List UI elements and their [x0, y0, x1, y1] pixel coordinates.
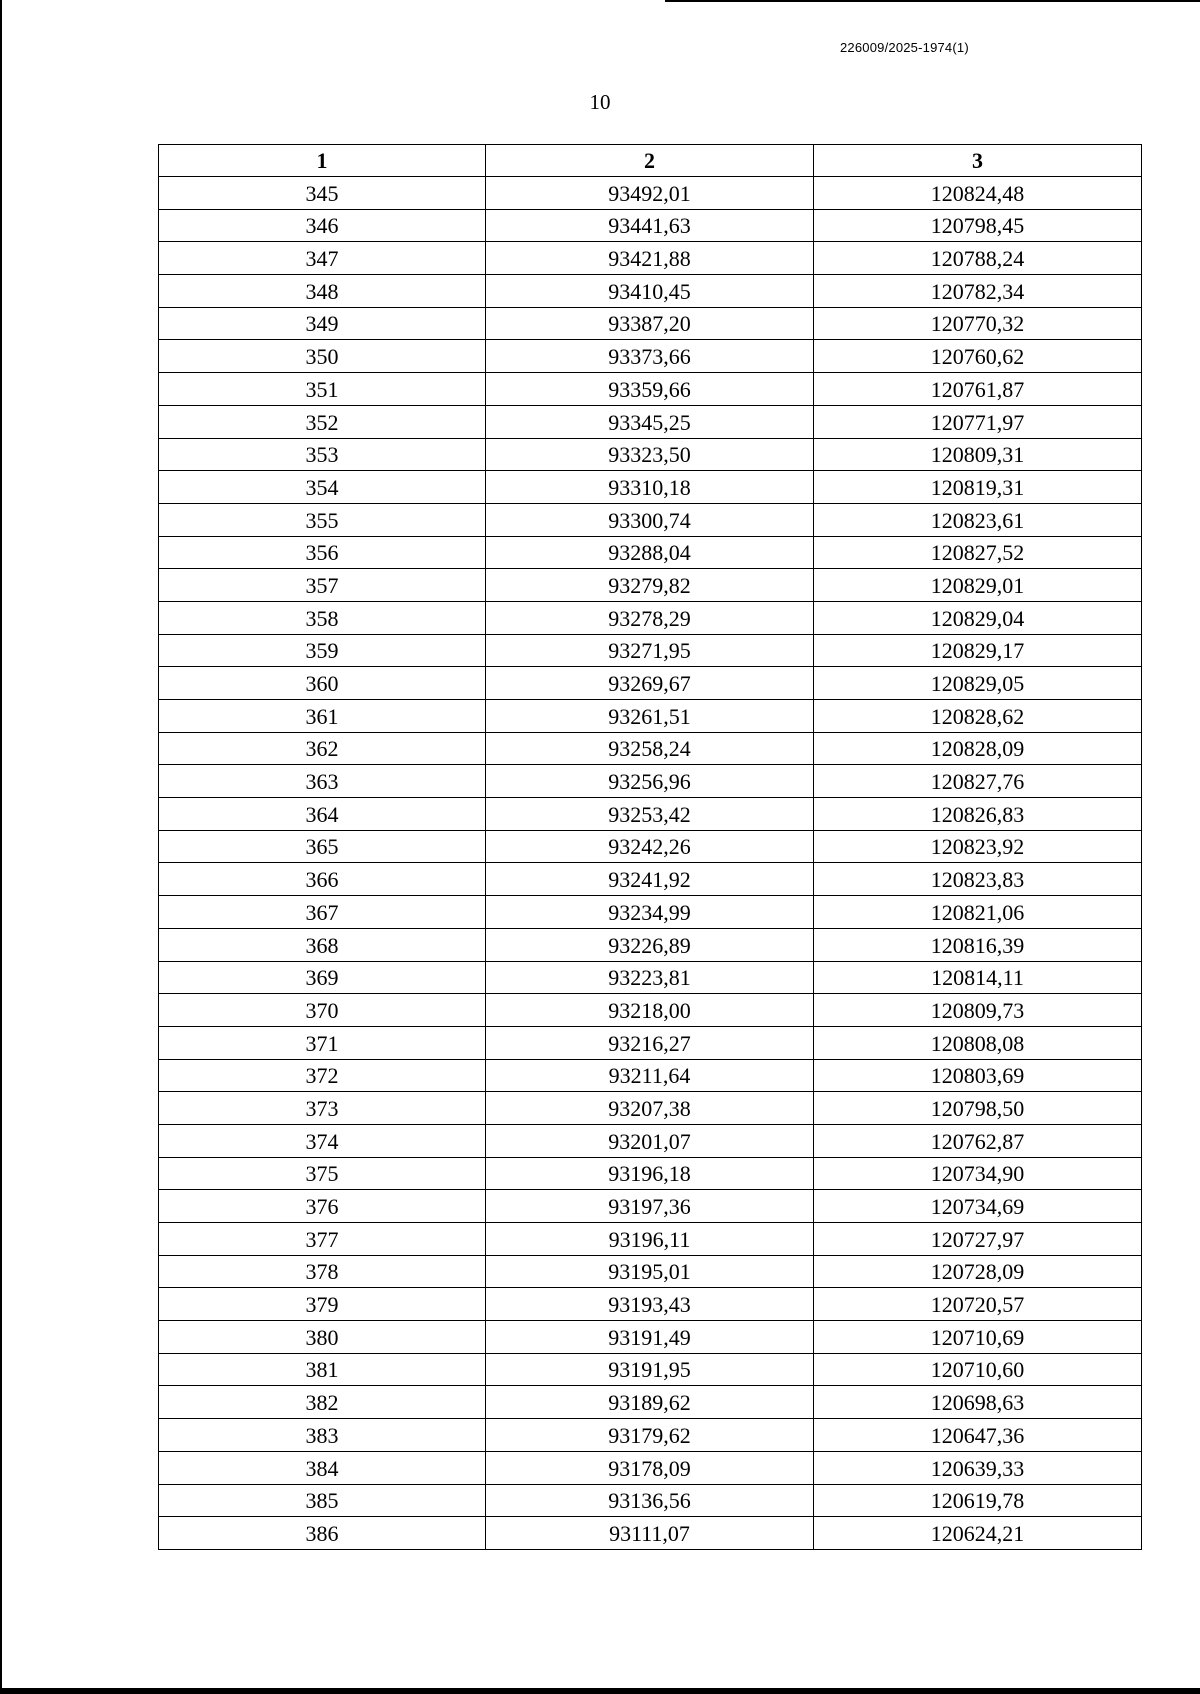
- point-number-cell: 377: [159, 1223, 486, 1256]
- table-row: [159, 536, 1142, 569]
- x-coordinate-cell: 93279,82: [486, 569, 814, 602]
- y-coordinate-cell: 120827,76: [814, 765, 1142, 798]
- x-coordinate-cell: 93136,56: [486, 1484, 814, 1517]
- table-row: [159, 634, 1142, 667]
- x-coordinate-cell: 93211,64: [486, 1059, 814, 1092]
- x-coordinate-cell: 93226,89: [486, 928, 814, 961]
- y-coordinate-cell: 120771,97: [814, 405, 1142, 438]
- x-coordinate-cell: 93218,00: [486, 994, 814, 1027]
- x-coordinate-cell: 93256,96: [486, 765, 814, 798]
- table-row: [159, 1026, 1142, 1059]
- table-row: [159, 1484, 1142, 1517]
- y-coordinate-cell: 120814,11: [814, 961, 1142, 994]
- table-row: [159, 373, 1142, 406]
- table-row: [159, 1255, 1142, 1288]
- x-coordinate-cell: 93323,50: [486, 438, 814, 471]
- y-coordinate-cell: 120823,92: [814, 830, 1142, 863]
- y-coordinate-cell: 120829,01: [814, 569, 1142, 602]
- x-coordinate-cell: 93310,18: [486, 471, 814, 504]
- x-coordinate-cell: 93288,04: [486, 536, 814, 569]
- point-number-cell: 358: [159, 601, 486, 634]
- x-coordinate-cell: 93179,62: [486, 1419, 814, 1452]
- y-coordinate-cell: 120809,73: [814, 994, 1142, 1027]
- document-number: 226009/2025-1974(1): [840, 40, 969, 55]
- coordinates-table: [158, 144, 1142, 1550]
- point-number-cell: 370: [159, 994, 486, 1027]
- x-coordinate-cell: 93111,07: [486, 1517, 814, 1550]
- table-row: [159, 798, 1142, 831]
- x-coordinate-cell: 93269,67: [486, 667, 814, 700]
- point-number-cell: 374: [159, 1124, 486, 1157]
- table-row: [159, 830, 1142, 863]
- y-coordinate-cell: 120619,78: [814, 1484, 1142, 1517]
- table-row: [159, 667, 1142, 700]
- column-header-3: 3: [814, 145, 1142, 177]
- scan-edge-top: [665, 0, 1200, 2]
- point-number-cell: 346: [159, 209, 486, 242]
- y-coordinate-cell: 120824,48: [814, 177, 1142, 210]
- x-coordinate-cell: 93421,88: [486, 242, 814, 275]
- point-number-cell: 361: [159, 700, 486, 733]
- y-coordinate-cell: 120782,34: [814, 275, 1142, 308]
- point-number-cell: 364: [159, 798, 486, 831]
- column-header-2: 2: [486, 145, 814, 177]
- point-number-cell: 381: [159, 1353, 486, 1386]
- x-coordinate-cell: 93261,51: [486, 700, 814, 733]
- x-coordinate-cell: 93223,81: [486, 961, 814, 994]
- x-coordinate-cell: 93193,43: [486, 1288, 814, 1321]
- x-coordinate-cell: 93197,36: [486, 1190, 814, 1223]
- point-number-cell: 359: [159, 634, 486, 667]
- point-number-cell: 356: [159, 536, 486, 569]
- point-number-cell: 345: [159, 177, 486, 210]
- point-number-cell: 379: [159, 1288, 486, 1321]
- point-number-cell: 383: [159, 1419, 486, 1452]
- table-row: [159, 1386, 1142, 1419]
- scan-edge-left: [0, 0, 2, 1694]
- table-row: [159, 177, 1142, 210]
- y-coordinate-cell: 120823,61: [814, 503, 1142, 536]
- x-coordinate-cell: 93207,38: [486, 1092, 814, 1125]
- y-coordinate-cell: 120828,62: [814, 700, 1142, 733]
- point-number-cell: 380: [159, 1321, 486, 1354]
- y-coordinate-cell: 120803,69: [814, 1059, 1142, 1092]
- point-number-cell: 363: [159, 765, 486, 798]
- x-coordinate-cell: 93196,18: [486, 1157, 814, 1190]
- point-number-cell: 348: [159, 275, 486, 308]
- point-number-cell: 355: [159, 503, 486, 536]
- point-number-cell: 373: [159, 1092, 486, 1125]
- x-coordinate-cell: 93195,01: [486, 1255, 814, 1288]
- table-row: [159, 1190, 1142, 1223]
- table-row: [159, 307, 1142, 340]
- table-row: [159, 601, 1142, 634]
- point-number-cell: 367: [159, 896, 486, 929]
- table-row: [159, 961, 1142, 994]
- x-coordinate-cell: 93191,95: [486, 1353, 814, 1386]
- point-number-cell: 375: [159, 1157, 486, 1190]
- point-number-cell: 362: [159, 732, 486, 765]
- table-row: [159, 896, 1142, 929]
- x-coordinate-cell: 93216,27: [486, 1026, 814, 1059]
- y-coordinate-cell: 120728,09: [814, 1255, 1142, 1288]
- table-row: [159, 1092, 1142, 1125]
- y-coordinate-cell: 120829,17: [814, 634, 1142, 667]
- x-coordinate-cell: 93278,29: [486, 601, 814, 634]
- y-coordinate-cell: 120816,39: [814, 928, 1142, 961]
- table-row: [159, 1419, 1142, 1452]
- x-coordinate-cell: 93241,92: [486, 863, 814, 896]
- y-coordinate-cell: 120734,90: [814, 1157, 1142, 1190]
- x-coordinate-cell: 93242,26: [486, 830, 814, 863]
- y-coordinate-cell: 120788,24: [814, 242, 1142, 275]
- table-row: [159, 405, 1142, 438]
- y-coordinate-cell: 120762,87: [814, 1124, 1142, 1157]
- point-number-cell: 368: [159, 928, 486, 961]
- y-coordinate-cell: 120639,33: [814, 1451, 1142, 1484]
- table-row: [159, 732, 1142, 765]
- y-coordinate-cell: 120823,83: [814, 863, 1142, 896]
- point-number-cell: 354: [159, 471, 486, 504]
- x-coordinate-cell: 93258,24: [486, 732, 814, 765]
- x-coordinate-cell: 93178,09: [486, 1451, 814, 1484]
- point-number-cell: 347: [159, 242, 486, 275]
- x-coordinate-cell: 93196,11: [486, 1223, 814, 1256]
- table-row: [159, 503, 1142, 536]
- y-coordinate-cell: 120826,83: [814, 798, 1142, 831]
- table-row: [159, 1288, 1142, 1321]
- y-coordinate-cell: 120808,08: [814, 1026, 1142, 1059]
- table-row: [159, 1059, 1142, 1092]
- y-coordinate-cell: 120720,57: [814, 1288, 1142, 1321]
- x-coordinate-cell: 93345,25: [486, 405, 814, 438]
- y-coordinate-cell: 120829,05: [814, 667, 1142, 700]
- point-number-cell: 372: [159, 1059, 486, 1092]
- table-row: [159, 1353, 1142, 1386]
- scan-edge-bottom: [0, 1688, 1200, 1694]
- point-number-cell: 357: [159, 569, 486, 602]
- point-number-cell: 369: [159, 961, 486, 994]
- x-coordinate-cell: 93410,45: [486, 275, 814, 308]
- table-row: [159, 438, 1142, 471]
- y-coordinate-cell: 120828,09: [814, 732, 1142, 765]
- y-coordinate-cell: 120827,52: [814, 536, 1142, 569]
- table-row: [159, 700, 1142, 733]
- point-number-cell: 350: [159, 340, 486, 373]
- x-coordinate-cell: 93492,01: [486, 177, 814, 210]
- y-coordinate-cell: 120809,31: [814, 438, 1142, 471]
- x-coordinate-cell: 93201,07: [486, 1124, 814, 1157]
- point-number-cell: 365: [159, 830, 486, 863]
- table-row: [159, 863, 1142, 896]
- column-header-1: 1: [159, 145, 486, 177]
- y-coordinate-cell: 120624,21: [814, 1517, 1142, 1550]
- table-row: [159, 1451, 1142, 1484]
- page-number: 10: [589, 90, 611, 114]
- y-coordinate-cell: 120727,97: [814, 1223, 1142, 1256]
- x-coordinate-cell: 93387,20: [486, 307, 814, 340]
- y-coordinate-cell: 120819,31: [814, 471, 1142, 504]
- table-row: [159, 928, 1142, 961]
- table-row: [159, 1124, 1142, 1157]
- x-coordinate-cell: 93271,95: [486, 634, 814, 667]
- table-row: [159, 209, 1142, 242]
- table-row: [159, 765, 1142, 798]
- table-row: [159, 275, 1142, 308]
- x-coordinate-cell: 93189,62: [486, 1386, 814, 1419]
- point-number-cell: 352: [159, 405, 486, 438]
- y-coordinate-cell: 120698,63: [814, 1386, 1142, 1419]
- point-number-cell: 376: [159, 1190, 486, 1223]
- table-row: [159, 1321, 1142, 1354]
- x-coordinate-cell: 93300,74: [486, 503, 814, 536]
- y-coordinate-cell: 120710,60: [814, 1353, 1142, 1386]
- y-coordinate-cell: 120734,69: [814, 1190, 1142, 1223]
- table-row: [159, 994, 1142, 1027]
- point-number-cell: 386: [159, 1517, 486, 1550]
- x-coordinate-cell: 93234,99: [486, 896, 814, 929]
- y-coordinate-cell: 120760,62: [814, 340, 1142, 373]
- table-row: [159, 1157, 1142, 1190]
- x-coordinate-cell: 93373,66: [486, 340, 814, 373]
- table-body: [159, 177, 1142, 1550]
- y-coordinate-cell: 120829,04: [814, 601, 1142, 634]
- table-row: [159, 569, 1142, 602]
- point-number-cell: 382: [159, 1386, 486, 1419]
- x-coordinate-cell: 93359,66: [486, 373, 814, 406]
- point-number-cell: 351: [159, 373, 486, 406]
- y-coordinate-cell: 120770,32: [814, 307, 1142, 340]
- table-header-row: [159, 145, 1142, 177]
- table-row: [159, 1517, 1142, 1550]
- y-coordinate-cell: 120821,06: [814, 896, 1142, 929]
- point-number-cell: 378: [159, 1255, 486, 1288]
- point-number-cell: 385: [159, 1484, 486, 1517]
- y-coordinate-cell: 120761,87: [814, 373, 1142, 406]
- x-coordinate-cell: 93441,63: [486, 209, 814, 242]
- point-number-cell: 371: [159, 1026, 486, 1059]
- point-number-cell: 349: [159, 307, 486, 340]
- y-coordinate-cell: 120798,45: [814, 209, 1142, 242]
- x-coordinate-cell: 93253,42: [486, 798, 814, 831]
- point-number-cell: 353: [159, 438, 486, 471]
- table-row: [159, 1223, 1142, 1256]
- table-row: [159, 471, 1142, 504]
- point-number-cell: 384: [159, 1451, 486, 1484]
- table-row: [159, 242, 1142, 275]
- y-coordinate-cell: 120647,36: [814, 1419, 1142, 1452]
- point-number-cell: 360: [159, 667, 486, 700]
- point-number-cell: 366: [159, 863, 486, 896]
- x-coordinate-cell: 93191,49: [486, 1321, 814, 1354]
- y-coordinate-cell: 120798,50: [814, 1092, 1142, 1125]
- table-row: [159, 340, 1142, 373]
- y-coordinate-cell: 120710,69: [814, 1321, 1142, 1354]
